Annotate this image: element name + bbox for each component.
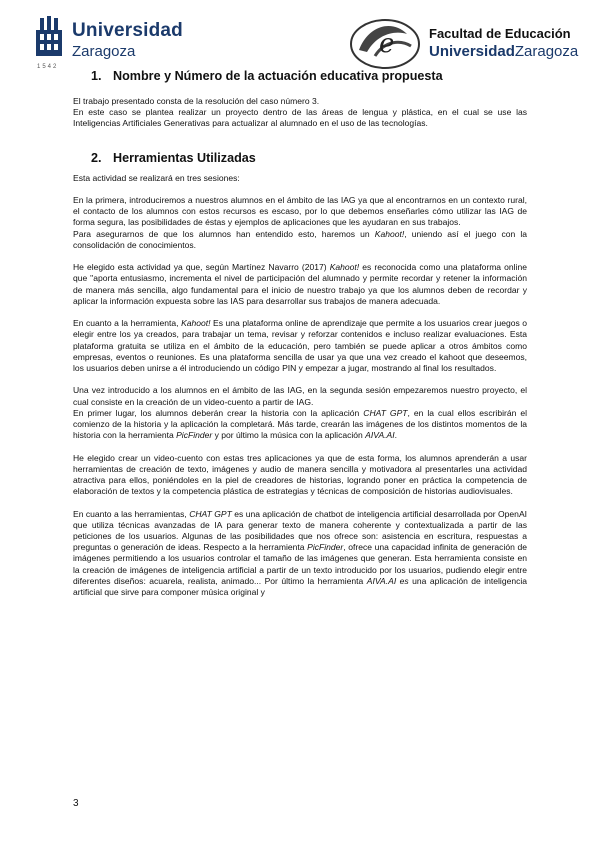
faculty-emblem-icon <box>345 16 423 72</box>
text-run: y por último la música con la aplicación <box>212 430 366 441</box>
chatgpt-name: CHAT GPT <box>189 508 232 519</box>
kahoot-name: Kahoot! <box>181 318 211 329</box>
text-run: , en la cual ellos escribirán el comienzo de la historia y la aplicación la completará. Más tarde, crearán las imágenes de los distintos momentos de la historia con la herramienta <box>73 407 527 441</box>
text-run: . <box>394 430 398 441</box>
aiva-name: AIVA.AI <box>365 430 395 441</box>
picfinder-name: PicFinder <box>307 542 344 553</box>
university-city: Zaragoza <box>72 43 136 60</box>
university-crest-icon <box>34 16 64 60</box>
faculty-name: Facultad de Educación <box>429 26 571 41</box>
section-2-heading <box>91 150 527 167</box>
text-run: es una aplicación de chatbot de inteligencia artificial desarrollada por OpenAI que utiliza técnicas avanzadas de IA para generar texto de manera coherente y contextualizada a partir de las peticiones de los usuarios. Algunas de las posibilidades que nos ofrece son: asistencia en escritura, respuestas a preguntas o generación de ideas. Respecto a la herramienta <box>73 508 528 553</box>
facultad-educacion-logo <box>345 16 595 74</box>
picfinder-name: PicFinder <box>176 430 213 441</box>
section-1-heading <box>91 68 527 85</box>
text-run: una aplicación de inteligencia artificial que sirve para componer música original y <box>73 575 528 598</box>
section-1-number: 1. <box>91 69 102 83</box>
tools-sequence-paragraph <box>73 408 527 442</box>
text-run: Es una plataforma online de aprendizaje que permite a los usuarios crear juegos o elegir entre los ya creados, para trabajar un tema, revisar y reforzar contenidos e incluso realizar evaluaciones. Esta plataforma gratuita se utiliza en el ámbito de la educación, pero también se puede aplicar a otros ámbitos como empresas, eventos o reuniones. Es una plataforma sencilla de usar ya que una vez creado el kahoot que deseemos, los usuarios deben unirse a él introduciendo un código PIN y empezar a jugar, mostrando al final los resultados. <box>73 318 528 374</box>
kahoot-name: Kahoot! <box>329 262 360 273</box>
text-run: Para asegurarnos de que los alumnos han entendido esto, haremos un <box>73 228 375 239</box>
university-founding-year: 1542 <box>37 64 59 70</box>
aiva-name: AIVA.AI es <box>366 575 409 586</box>
chatgpt-name: CHAT GPT <box>363 407 408 418</box>
section-1-title: Nombre y Número de la actuación educativa propuesta <box>113 69 443 83</box>
text-run: En cuanto a las herramientas, <box>73 508 190 519</box>
tools-description-paragraph <box>73 509 527 599</box>
section-1-paragraph: En este caso se plantea realizar un proyecto dentro de las áreas de lengua y plástica, en el cual se use las Inteligencias Artificiales Generativas para actualizar al alumnado en el uso de las tecnologías. <box>73 107 527 129</box>
document-body <box>73 68 527 598</box>
text-run: es reconocida como una plataforma online que "aporta entusiasmo, incrementa el nivel de participación del alumnado y permite recordar y retener la información de manera más sencilla, algo fundamental para el inicio de nuestro trabajo ya que los alumnos deben de recordar y aplicar la información expuesta sobre las IAS para desarrollar sus trabajos de manera adecuada. <box>73 262 527 306</box>
text-run: , ofrece una capacidad infinita de generación de imágenes permitiendo a los usuarios controlar el tamaño de las imágenes que generan. Esta herramienta consiste en la creación de imágenes de inteligencia artificial a partir de un texto introducido por los usuarios, pudiendo elegir entre diferentes diseños: acuarela, realista, animado... Por último la herramienta <box>73 542 527 586</box>
video-story-justification-paragraph: He elegido crear un video-cuento con estas tres aplicaciones ya que de esta forma, los alumnos aprenderán a usar herramientas de creación de texto, imágenes y audio de manera sencilla y motivadora al presentarles una actividad atractiva para ellos, poniéndoles en la piel de creadores de historias, logrando poner en práctica la competencia de elaboración de textos y la competencia plástica de estrategias y técnicas de composición de historias audiovisuales. <box>73 452 527 497</box>
page-header <box>0 0 600 78</box>
session-2-paragraph: Una vez introducido a los alumnos en el ámbito de las IAG, en la segunda sesión empezaremos nuestro proyecto, el cual consiste en la creación de un video-cuento a partir de IAG. <box>73 385 527 407</box>
universidad-zaragoza-logo <box>34 16 194 76</box>
faculty-university-city: Zaragoza <box>514 43 579 60</box>
section-1-paragraph: El trabajo presentado consta de la resolución del caso número 3. <box>73 96 320 106</box>
kahoot-name: Kahoot! <box>374 228 405 239</box>
text-run: En primer lugar, los alumnos deberán crear la historia con la aplicación <box>73 407 364 418</box>
svg-text:e: e <box>379 29 395 59</box>
session-1-paragraph: En la primera, introduciremos a nuestros alumnos en el ámbito de las IAG ya que al encontrarnos en un contexto rural, el contacto de los alumnos con estos recursos es escaso, por lo que debemos enseñarles cómo utilizar las IAG de forma segura, las posibilidades de éstas y ejemplos de aplicaciones que les ayudaran en sus trabajos. <box>73 195 527 228</box>
section-2-number: 2. <box>91 150 102 165</box>
faculty-university-name <box>429 43 578 60</box>
text-run: He elegido esta actividad ya que, según Martínez Navarro (2017) <box>73 262 330 273</box>
kahoot-justification-paragraph <box>73 262 527 307</box>
text-run: En cuanto a la herramienta, <box>73 318 182 329</box>
kahoot-purpose-paragraph <box>73 229 527 251</box>
section-2-intro: Esta actividad se realizará en tres sesiones: <box>73 172 240 183</box>
university-name: Universidad <box>72 20 183 41</box>
text-run: , uniendo así el juego con la consolidación de conocimientos. <box>73 228 527 250</box>
section-2-title: Herramientas Utilizadas <box>113 150 256 165</box>
page-number: 3 <box>73 798 79 809</box>
faculty-university-word: Universidad <box>429 43 515 60</box>
kahoot-description-paragraph <box>73 318 527 374</box>
